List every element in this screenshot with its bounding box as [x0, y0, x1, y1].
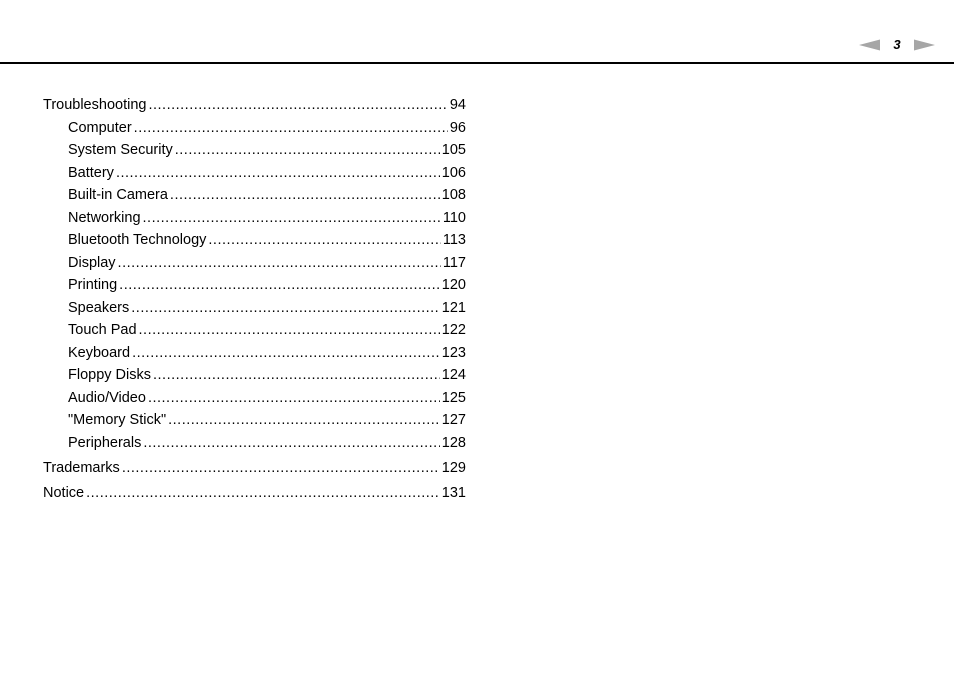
toc-entry-troubleshooting[interactable]: [43, 94, 466, 117]
toc-entry-system-security[interactable]: [43, 139, 466, 162]
toc-entry-page: 131: [441, 484, 466, 501]
triangle-left-icon[interactable]: [859, 39, 880, 51]
toc-entry-label: Speakers: [68, 299, 130, 316]
dot-leader: [143, 207, 441, 230]
toc-entry-label: "Memory Stick": [68, 412, 167, 428]
toc-entry-label: Display: [68, 254, 116, 271]
toc-entry-keyboard[interactable]: [43, 342, 466, 365]
dot-leader: [143, 432, 439, 455]
dot-leader: [122, 457, 440, 480]
toc-entry-page: 94: [449, 97, 466, 113]
toc-entry-label: Computer: [68, 119, 132, 136]
toc-entry-page: 113: [442, 232, 466, 248]
dot-leader: [139, 319, 440, 342]
toc-entry-notice[interactable]: [43, 482, 466, 505]
dot-leader: [153, 364, 440, 387]
toc-entry-label: Notice: [43, 484, 85, 501]
triangle-right-icon[interactable]: [914, 39, 935, 51]
toc-entry-page: 105: [441, 142, 466, 158]
toc-entry-label: Networking: [68, 209, 141, 226]
toc-entry-audio-video[interactable]: [43, 387, 466, 410]
toc-entry-page: 125: [441, 389, 466, 406]
dot-leader: [132, 342, 440, 365]
toc-entry-page: 127: [441, 412, 466, 428]
dot-leader: [131, 297, 440, 320]
toc-entry-label: Troubleshooting: [43, 97, 147, 113]
toc-entry-page: 129: [441, 459, 466, 476]
dot-leader: [208, 229, 440, 252]
toc-entry-label: Peripherals: [68, 434, 142, 451]
page-navigation: [859, 37, 935, 53]
toc-entry-built-in-camera[interactable]: [43, 184, 466, 207]
dot-leader: [170, 184, 440, 207]
toc-entry-label: Floppy Disks: [68, 367, 151, 383]
toc-entry-floppy-disks[interactable]: [43, 364, 466, 387]
toc-entry-page: 110: [442, 209, 466, 226]
toc-entry-label: Audio/Video: [68, 389, 146, 406]
toc-entry-bluetooth-technology[interactable]: [43, 229, 466, 252]
toc-entry-label: Keyboard: [68, 344, 131, 361]
toc-entry-display[interactable]: [43, 252, 466, 275]
dot-leader: [86, 482, 440, 505]
dot-leader: [119, 274, 440, 297]
header-divider: [0, 62, 954, 64]
toc-entry-label: Printing: [68, 277, 118, 293]
toc-entry-label: Battery: [68, 164, 114, 181]
toc-entry-memory-stick[interactable]: [43, 409, 466, 432]
toc-entry-label: System Security: [68, 142, 173, 158]
toc-entry-label: Built-in Camera: [68, 187, 168, 203]
toc-entry-label: Trademarks: [43, 459, 120, 476]
toc-entry-page: 106: [441, 164, 466, 181]
page-number: 3: [893, 37, 901, 52]
toc-entry-label: Touch Pad: [68, 322, 137, 338]
toc-entry-peripherals[interactable]: [43, 432, 466, 455]
table-of-contents: [43, 94, 466, 504]
toc-entry-page: 122: [441, 322, 466, 338]
toc-entry-battery[interactable]: [43, 162, 466, 185]
toc-entry-page: 108: [441, 187, 466, 203]
toc-entry-page: 123: [441, 344, 466, 361]
toc-entry-page: 121: [441, 299, 466, 316]
toc-entry-computer[interactable]: [43, 117, 466, 140]
toc-entry-trademarks[interactable]: [43, 457, 466, 480]
toc-entry-networking[interactable]: [43, 207, 466, 230]
toc-entry-printing[interactable]: [43, 274, 466, 297]
toc-entry-label: Bluetooth Technology: [68, 232, 207, 248]
dot-leader: [148, 387, 440, 410]
dot-leader: [148, 94, 447, 117]
toc-entry-page: 117: [442, 254, 466, 271]
dot-leader: [118, 252, 441, 275]
dot-leader: [134, 117, 448, 140]
toc-entry-speakers[interactable]: [43, 297, 466, 320]
toc-entry-page: 120: [441, 277, 466, 293]
toc-entry-page: 124: [441, 367, 466, 383]
toc-entry-page: 96: [449, 119, 466, 136]
dot-leader: [168, 409, 440, 432]
toc-entry-touch-pad[interactable]: [43, 319, 466, 342]
toc-entry-page: 128: [441, 434, 466, 451]
dot-leader: [116, 162, 440, 185]
dot-leader: [175, 139, 440, 162]
page-header: [0, 0, 954, 64]
